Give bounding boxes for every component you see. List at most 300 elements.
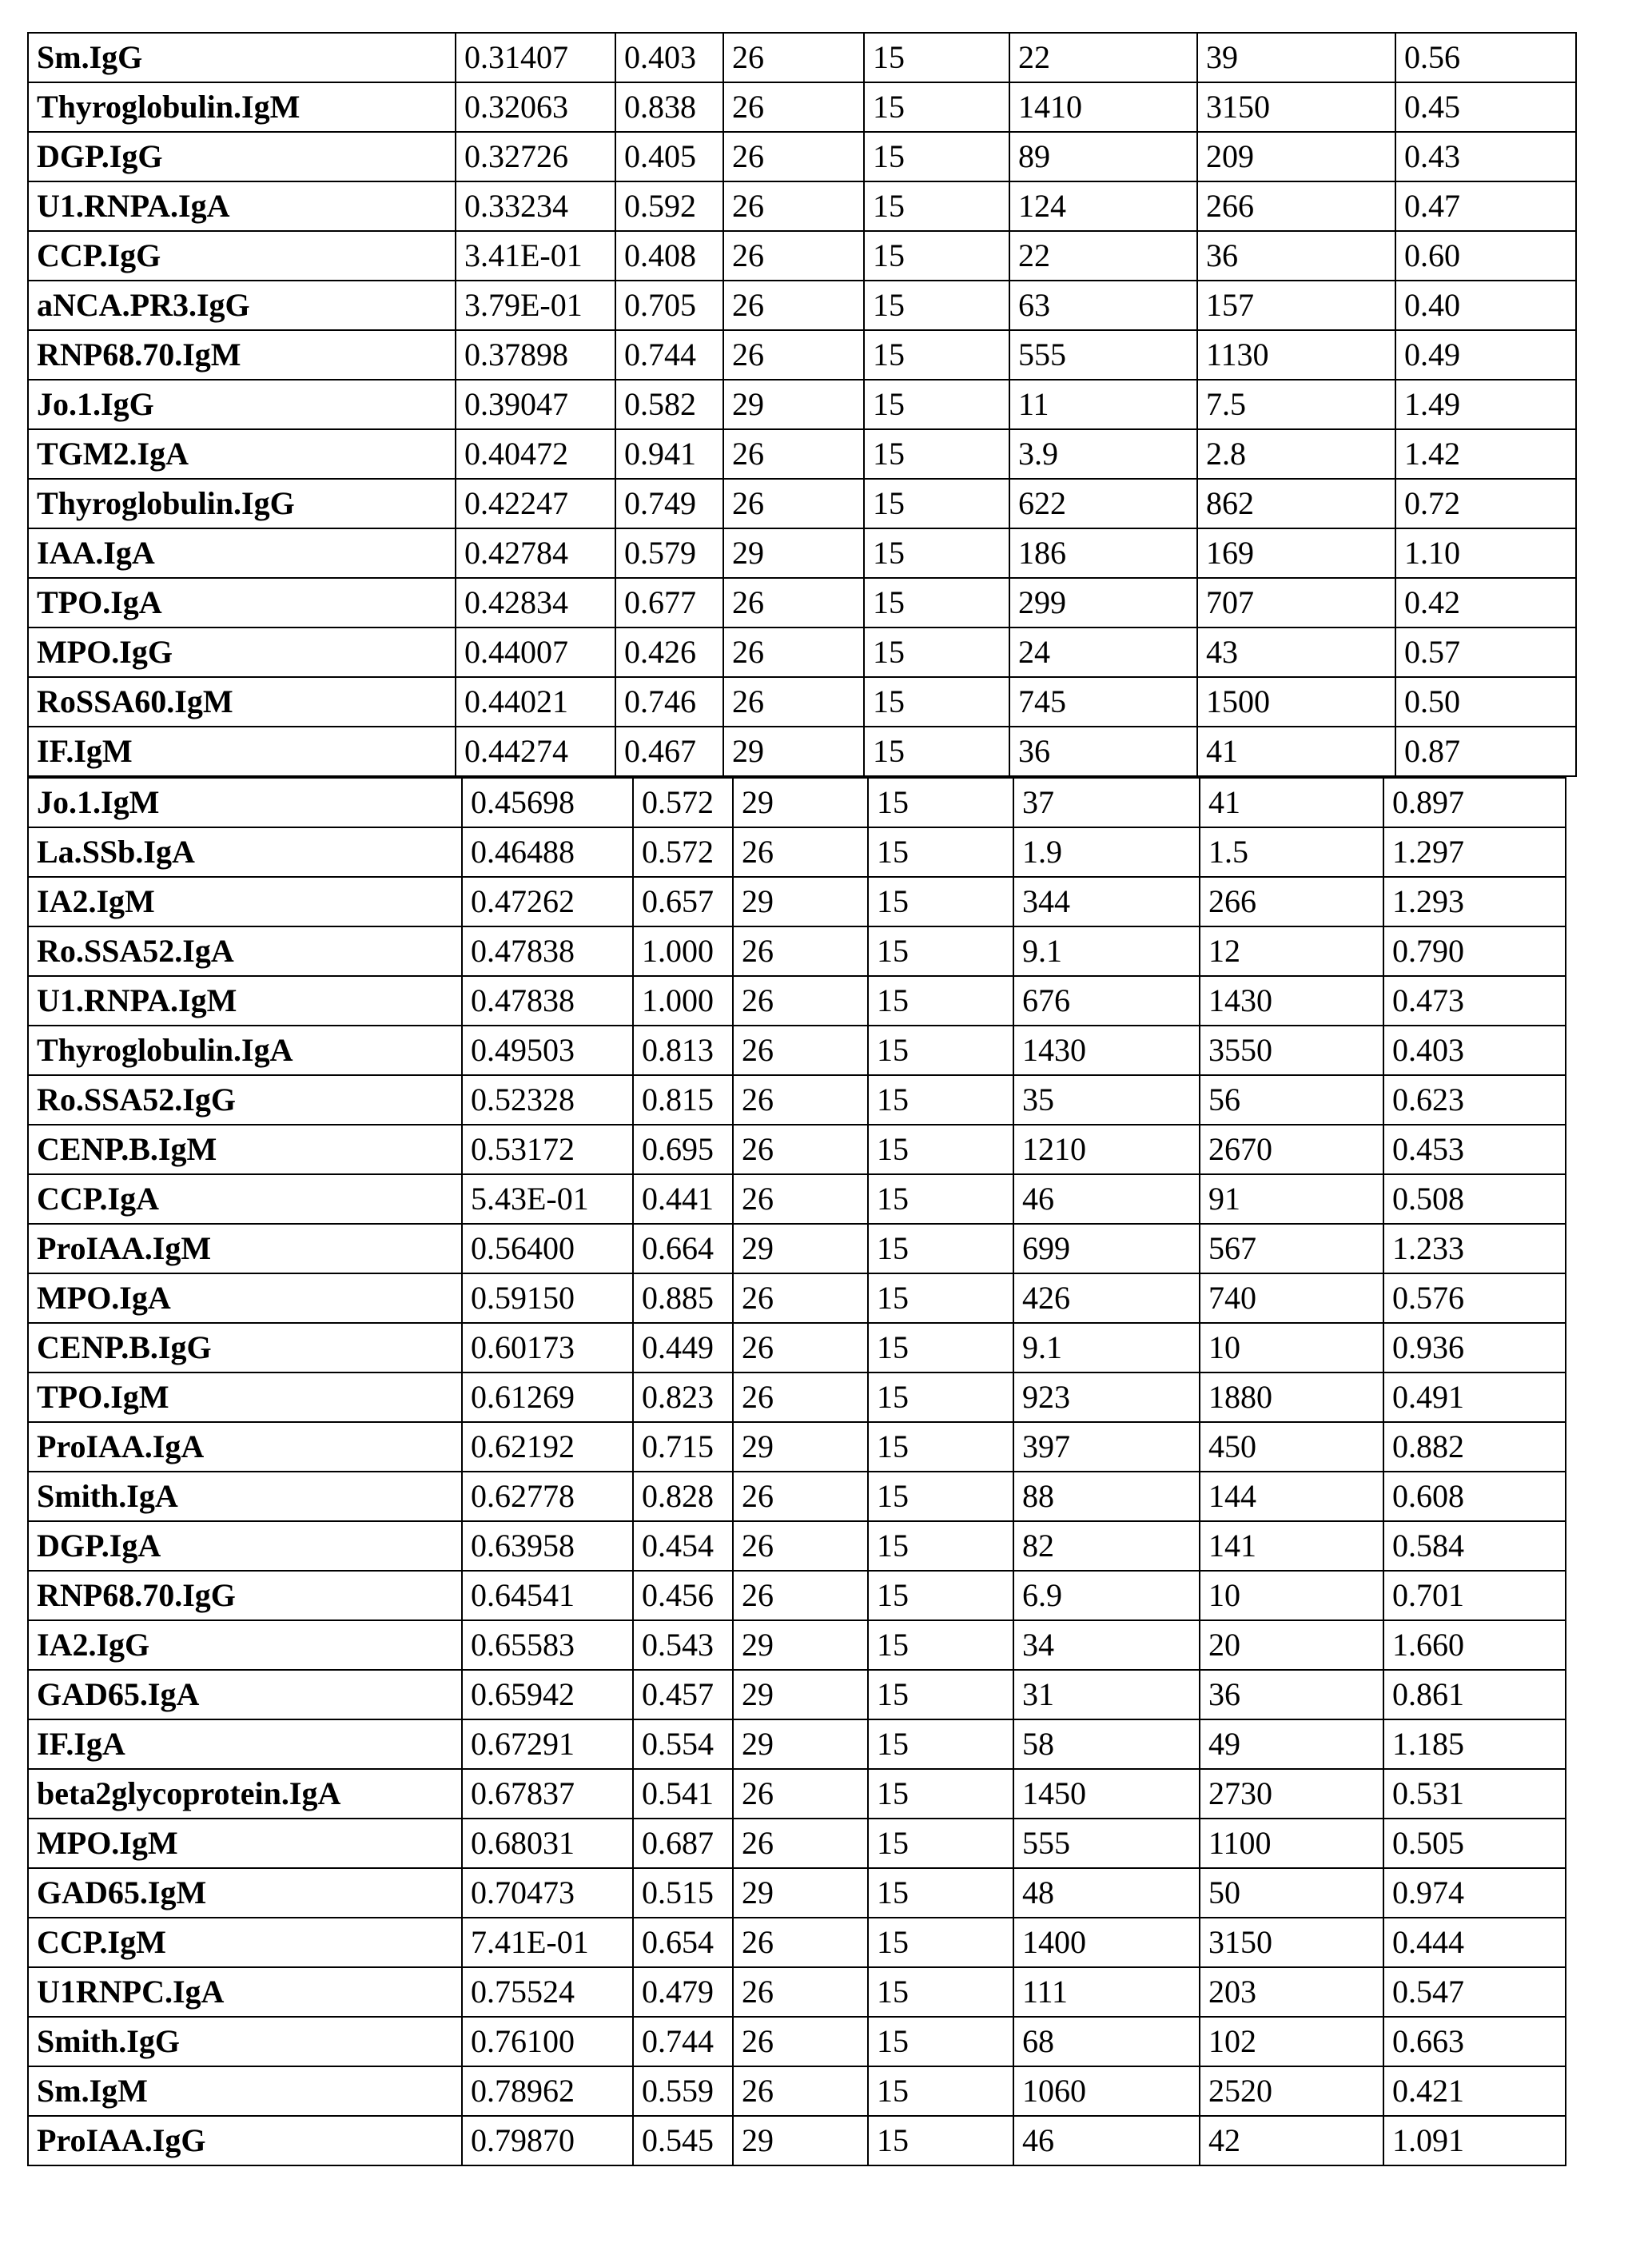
value-cell: 15 — [868, 1323, 1013, 1372]
value-cell: 0.33234 — [456, 181, 615, 231]
value-cell: 157 — [1197, 281, 1395, 330]
value-cell: 144 — [1200, 1472, 1383, 1521]
table-row — [28, 33, 1576, 82]
value-cell: 15 — [868, 877, 1013, 926]
value-cell: 24 — [1009, 627, 1197, 677]
value-cell: 9.1 — [1013, 926, 1200, 976]
value-cell: 0.44021 — [456, 677, 615, 727]
analyte-name-cell: CCP.IgM — [28, 1918, 462, 1967]
value-cell: 29 — [733, 1719, 868, 1769]
value-cell: 0.47838 — [462, 976, 633, 1026]
table-row — [28, 827, 1566, 877]
value-cell: 15 — [864, 231, 1009, 281]
value-cell: 29 — [723, 528, 864, 578]
value-cell: 15 — [864, 181, 1009, 231]
value-cell: 555 — [1013, 1819, 1200, 1868]
analyte-name-cell: RNP68.70.IgM — [28, 330, 456, 380]
value-cell: 26 — [733, 1323, 868, 1372]
table-row — [28, 578, 1576, 627]
value-cell: 15 — [864, 528, 1009, 578]
value-cell: 3.79E-01 — [456, 281, 615, 330]
value-cell: 91 — [1200, 1174, 1383, 1224]
value-cell: 0.467 — [615, 727, 723, 776]
value-cell: 0.32063 — [456, 82, 615, 132]
analyte-name-cell: IAA.IgA — [28, 528, 456, 578]
upper-results-table — [27, 32, 1577, 777]
table-row — [28, 1273, 1566, 1323]
value-cell: 266 — [1200, 877, 1383, 926]
value-cell: 0.50 — [1395, 677, 1576, 727]
value-cell: 2520 — [1200, 2066, 1383, 2116]
value-cell: 15 — [868, 1125, 1013, 1174]
value-cell: 0.531 — [1383, 1769, 1566, 1819]
value-cell: 0.441 — [633, 1174, 733, 1224]
analyte-name-cell: U1.RNPA.IgM — [28, 976, 462, 1026]
table-row — [28, 1224, 1566, 1273]
analyte-name-cell: MPO.IgG — [28, 627, 456, 677]
value-cell: 26 — [733, 1472, 868, 1521]
value-cell: 0.749 — [615, 479, 723, 528]
value-cell: 111 — [1013, 1967, 1200, 2017]
value-cell: 1.091 — [1383, 2116, 1566, 2165]
analyte-name-cell: IF.IgM — [28, 727, 456, 776]
value-cell: 35 — [1013, 1075, 1200, 1125]
analyte-name-cell: beta2glycoprotein.IgA — [28, 1769, 462, 1819]
value-cell: 203 — [1200, 1967, 1383, 2017]
value-cell: 0.657 — [633, 877, 733, 926]
table-row — [28, 727, 1576, 776]
value-cell: 0.47838 — [462, 926, 633, 976]
value-cell: 15 — [868, 1868, 1013, 1918]
value-cell: 15 — [868, 827, 1013, 877]
value-cell: 15 — [868, 2066, 1013, 2116]
value-cell: 50 — [1200, 1868, 1383, 1918]
table-row — [28, 976, 1566, 1026]
value-cell: 0.42834 — [456, 578, 615, 627]
value-cell: 0.687 — [633, 1819, 733, 1868]
value-cell: 0.654 — [633, 1918, 733, 1967]
value-cell: 12 — [1200, 926, 1383, 976]
value-cell: 1400 — [1013, 1918, 1200, 1967]
value-cell: 450 — [1200, 1422, 1383, 1472]
value-cell: 15 — [864, 677, 1009, 727]
analyte-name-cell: CCP.IgA — [28, 1174, 462, 1224]
value-cell: 26 — [733, 1918, 868, 1967]
value-cell: 3150 — [1197, 82, 1395, 132]
value-cell: 2.8 — [1197, 429, 1395, 479]
value-cell: 1.49 — [1395, 380, 1576, 429]
value-cell: 2730 — [1200, 1769, 1383, 1819]
value-cell: 29 — [733, 2116, 868, 2165]
value-cell: 29 — [733, 1422, 868, 1472]
value-cell: 36 — [1009, 727, 1197, 776]
value-cell: 397 — [1013, 1422, 1200, 1472]
value-cell: 0.473 — [1383, 976, 1566, 1026]
value-cell: 0.67837 — [462, 1769, 633, 1819]
value-cell: 46 — [1013, 1174, 1200, 1224]
value-cell: 26 — [733, 976, 868, 1026]
analyte-name-cell: ProIAA.IgG — [28, 2116, 462, 2165]
value-cell: 1.293 — [1383, 877, 1566, 926]
value-cell: 0.40472 — [456, 429, 615, 479]
value-cell: 0.815 — [633, 1075, 733, 1125]
table-row — [28, 380, 1576, 429]
value-cell: 0.547 — [1383, 1967, 1566, 2017]
value-cell: 0.897 — [1383, 778, 1566, 827]
value-cell: 567 — [1200, 1224, 1383, 1273]
analyte-name-cell: RNP68.70.IgG — [28, 1571, 462, 1620]
value-cell: 7.5 — [1197, 380, 1395, 429]
analyte-name-cell: Jo.1.IgG — [28, 380, 456, 429]
value-cell: 0.40 — [1395, 281, 1576, 330]
value-cell: 0.65942 — [462, 1670, 633, 1719]
table-row — [28, 1422, 1566, 1472]
value-cell: 26 — [723, 281, 864, 330]
value-cell: 26 — [733, 1521, 868, 1571]
value-cell: 46 — [1013, 2116, 1200, 2165]
value-cell: 0.491 — [1383, 1372, 1566, 1422]
value-cell: 20 — [1200, 1620, 1383, 1670]
value-cell: 1.660 — [1383, 1620, 1566, 1670]
table-row — [28, 1719, 1566, 1769]
value-cell: 89 — [1009, 132, 1197, 181]
value-cell: 0.421 — [1383, 2066, 1566, 2116]
value-cell: 26 — [733, 926, 868, 976]
value-cell: 26 — [733, 1174, 868, 1224]
value-cell: 29 — [733, 1224, 868, 1273]
value-cell: 0.444 — [1383, 1918, 1566, 1967]
value-cell: 3.41E-01 — [456, 231, 615, 281]
value-cell: 29 — [723, 380, 864, 429]
table-row — [28, 1769, 1566, 1819]
value-cell: 0.828 — [633, 1472, 733, 1521]
table-row — [28, 1819, 1566, 1868]
table-row — [28, 479, 1576, 528]
value-cell: 15 — [868, 1918, 1013, 1967]
value-cell: 15 — [868, 1224, 1013, 1273]
value-cell: 15 — [868, 1819, 1013, 1868]
value-cell: 186 — [1009, 528, 1197, 578]
table-row — [28, 1670, 1566, 1719]
value-cell: 15 — [868, 1422, 1013, 1472]
value-cell: 15 — [868, 2017, 1013, 2066]
table-row — [28, 926, 1566, 976]
table-row — [28, 2017, 1566, 2066]
value-cell: 15 — [868, 1719, 1013, 1769]
analyte-name-cell: TGM2.IgA — [28, 429, 456, 479]
value-cell: 0.508 — [1383, 1174, 1566, 1224]
value-cell: 0.44007 — [456, 627, 615, 677]
value-cell: 37 — [1013, 778, 1200, 827]
value-cell: 1.42 — [1395, 429, 1576, 479]
value-cell: 209 — [1197, 132, 1395, 181]
value-cell: 862 — [1197, 479, 1395, 528]
value-cell: 1880 — [1200, 1372, 1383, 1422]
value-cell: 0.42 — [1395, 578, 1576, 627]
analyte-name-cell: Sm.IgM — [28, 2066, 462, 2116]
value-cell: 1.9 — [1013, 827, 1200, 877]
value-cell: 15 — [864, 727, 1009, 776]
table-row — [28, 528, 1576, 578]
value-cell: 0.885 — [633, 1273, 733, 1323]
analyte-name-cell: MPO.IgM — [28, 1819, 462, 1868]
value-cell: 0.45 — [1395, 82, 1576, 132]
table-row — [28, 429, 1576, 479]
value-cell: 63 — [1009, 281, 1197, 330]
table-row — [28, 181, 1576, 231]
value-cell: 0.60 — [1395, 231, 1576, 281]
value-cell: 15 — [868, 2116, 1013, 2165]
value-cell: 0.63958 — [462, 1521, 633, 1571]
value-cell: 2670 — [1200, 1125, 1383, 1174]
value-cell: 0.554 — [633, 1719, 733, 1769]
value-cell: 15 — [868, 926, 1013, 976]
value-cell: 923 — [1013, 1372, 1200, 1422]
value-cell: 26 — [723, 479, 864, 528]
value-cell: 15 — [868, 1967, 1013, 2017]
value-cell: 15 — [864, 33, 1009, 82]
value-cell: 0.572 — [633, 778, 733, 827]
value-cell: 555 — [1009, 330, 1197, 380]
value-cell: 0.70473 — [462, 1868, 633, 1918]
value-cell: 0.449 — [633, 1323, 733, 1372]
value-cell: 26 — [723, 429, 864, 479]
analyte-name-cell: CENP.B.IgG — [28, 1323, 462, 1372]
value-cell: 0.543 — [633, 1620, 733, 1670]
value-cell: 0.456 — [633, 1571, 733, 1620]
analyte-name-cell: Smith.IgA — [28, 1472, 462, 1521]
value-cell: 26 — [733, 1372, 868, 1422]
value-cell: 36 — [1200, 1670, 1383, 1719]
analyte-name-cell: Ro.SSA52.IgA — [28, 926, 462, 976]
value-cell: 0.813 — [633, 1026, 733, 1075]
analyte-name-cell: U1RNPC.IgA — [28, 1967, 462, 2017]
value-cell: 36 — [1197, 231, 1395, 281]
value-cell: 48 — [1013, 1868, 1200, 1918]
value-cell: 0.882 — [1383, 1422, 1566, 1472]
table-row — [28, 1075, 1566, 1125]
value-cell: 0.32726 — [456, 132, 615, 181]
value-cell: 0.60173 — [462, 1323, 633, 1372]
analyte-name-cell: U1.RNPA.IgA — [28, 181, 456, 231]
value-cell: 0.677 — [615, 578, 723, 627]
value-cell: 0.403 — [1383, 1026, 1566, 1075]
value-cell: 15 — [868, 1571, 1013, 1620]
value-cell: 0.44274 — [456, 727, 615, 776]
value-cell: 15 — [864, 429, 1009, 479]
value-cell: 0.408 — [615, 231, 723, 281]
value-cell: 82 — [1013, 1521, 1200, 1571]
value-cell: 26 — [723, 231, 864, 281]
table-row — [28, 1918, 1566, 1967]
value-cell: 0.746 — [615, 677, 723, 727]
analyte-name-cell: Jo.1.IgM — [28, 778, 462, 827]
value-cell: 0.592 — [615, 181, 723, 231]
value-cell: 15 — [864, 627, 1009, 677]
value-cell: 0.57 — [1395, 627, 1576, 677]
value-cell: 0.941 — [615, 429, 723, 479]
value-cell: 0.87 — [1395, 727, 1576, 776]
value-cell: 0.701 — [1383, 1571, 1566, 1620]
value-cell: 1.185 — [1383, 1719, 1566, 1769]
value-cell: 707 — [1197, 578, 1395, 627]
value-cell: 1.10 — [1395, 528, 1576, 578]
value-cell: 0.479 — [633, 1967, 733, 2017]
value-cell: 1210 — [1013, 1125, 1200, 1174]
table-row — [28, 1571, 1566, 1620]
analyte-name-cell: Thyroglobulin.IgA — [28, 1026, 462, 1075]
value-cell: 0.861 — [1383, 1670, 1566, 1719]
value-cell: 0.695 — [633, 1125, 733, 1174]
value-cell: 15 — [864, 132, 1009, 181]
value-cell: 0.43 — [1395, 132, 1576, 181]
value-cell: 3550 — [1200, 1026, 1383, 1075]
value-cell: 1.000 — [633, 976, 733, 1026]
table-row — [28, 330, 1576, 380]
value-cell: 1500 — [1197, 677, 1395, 727]
value-cell: 29 — [733, 1868, 868, 1918]
value-cell: 3150 — [1200, 1918, 1383, 1967]
value-cell: 49 — [1200, 1719, 1383, 1769]
table-row — [28, 627, 1576, 677]
value-cell: 26 — [723, 82, 864, 132]
table-row — [28, 1125, 1566, 1174]
value-cell: 56 — [1200, 1075, 1383, 1125]
value-cell: 26 — [723, 33, 864, 82]
value-cell: 0.76100 — [462, 2017, 633, 2066]
value-cell: 0.744 — [633, 2017, 733, 2066]
value-cell: 344 — [1013, 877, 1200, 926]
value-cell: 0.405 — [615, 132, 723, 181]
analyte-name-cell: GAD65.IgM — [28, 1868, 462, 1918]
value-cell: 26 — [733, 1273, 868, 1323]
value-cell: 0.52328 — [462, 1075, 633, 1125]
value-cell: 0.663 — [1383, 2017, 1566, 2066]
value-cell: 26 — [733, 1026, 868, 1075]
lower-results-table — [27, 777, 1566, 2166]
value-cell: 0.68031 — [462, 1819, 633, 1868]
value-cell: 0.53172 — [462, 1125, 633, 1174]
value-cell: 10 — [1200, 1323, 1383, 1372]
value-cell: 1.5 — [1200, 827, 1383, 877]
value-cell: 745 — [1009, 677, 1197, 727]
analyte-name-cell: IF.IgA — [28, 1719, 462, 1769]
value-cell: 0.62778 — [462, 1472, 633, 1521]
value-cell: 1430 — [1013, 1026, 1200, 1075]
value-cell: 0.576 — [1383, 1273, 1566, 1323]
value-cell: 26 — [733, 1125, 868, 1174]
table-row — [28, 1620, 1566, 1670]
value-cell: 699 — [1013, 1224, 1200, 1273]
analyte-name-cell: CCP.IgG — [28, 231, 456, 281]
value-cell: 0.56400 — [462, 1224, 633, 1273]
value-cell: 26 — [723, 578, 864, 627]
value-cell: 0.505 — [1383, 1819, 1566, 1868]
table-row — [28, 132, 1576, 181]
value-cell: 0.454 — [633, 1521, 733, 1571]
value-cell: 102 — [1200, 2017, 1383, 2066]
value-cell: 0.664 — [633, 1224, 733, 1273]
value-cell: 58 — [1013, 1719, 1200, 1769]
value-cell: 0.78962 — [462, 2066, 633, 2116]
table-row — [28, 2066, 1566, 2116]
value-cell: 0.46488 — [462, 827, 633, 877]
value-cell: 0.838 — [615, 82, 723, 132]
value-cell: 0.623 — [1383, 1075, 1566, 1125]
value-cell: 9.1 — [1013, 1323, 1200, 1372]
value-cell: 15 — [864, 380, 1009, 429]
value-cell: 68 — [1013, 2017, 1200, 2066]
value-cell: 10 — [1200, 1571, 1383, 1620]
analyte-name-cell: Thyroglobulin.IgM — [28, 82, 456, 132]
value-cell: 0.31407 — [456, 33, 615, 82]
value-cell: 0.75524 — [462, 1967, 633, 2017]
value-cell: 15 — [868, 1075, 1013, 1125]
value-cell: 676 — [1013, 976, 1200, 1026]
analyte-name-cell: MPO.IgA — [28, 1273, 462, 1323]
value-cell: 1410 — [1009, 82, 1197, 132]
value-cell: 0.59150 — [462, 1273, 633, 1323]
analyte-name-cell: IA2.IgM — [28, 877, 462, 926]
value-cell: 1060 — [1013, 2066, 1200, 2116]
value-cell: 0.579 — [615, 528, 723, 578]
analyte-name-cell: aNCA.PR3.IgG — [28, 281, 456, 330]
value-cell: 0.744 — [615, 330, 723, 380]
value-cell: 26 — [733, 2066, 868, 2116]
value-cell: 29 — [733, 778, 868, 827]
value-cell: 11 — [1009, 380, 1197, 429]
value-cell: 43 — [1197, 627, 1395, 677]
value-cell: 26 — [733, 1819, 868, 1868]
value-cell: 26 — [723, 330, 864, 380]
table-row — [28, 281, 1576, 330]
value-cell: 26 — [733, 1769, 868, 1819]
value-cell: 15 — [868, 1273, 1013, 1323]
analyte-name-cell: TPO.IgM — [28, 1372, 462, 1422]
value-cell: 1430 — [1200, 976, 1383, 1026]
table-row — [28, 1472, 1566, 1521]
value-cell: 0.67291 — [462, 1719, 633, 1769]
value-cell: 31 — [1013, 1670, 1200, 1719]
value-cell: 426 — [1013, 1273, 1200, 1323]
value-cell: 1.233 — [1383, 1224, 1566, 1273]
value-cell: 124 — [1009, 181, 1197, 231]
value-cell: 169 — [1197, 528, 1395, 578]
table-row — [28, 1967, 1566, 2017]
value-cell: 26 — [733, 1075, 868, 1125]
value-cell: 0.541 — [633, 1769, 733, 1819]
analyte-name-cell: TPO.IgA — [28, 578, 456, 627]
value-cell: 15 — [868, 1026, 1013, 1075]
table-row — [28, 1521, 1566, 1571]
value-cell: 0.608 — [1383, 1472, 1566, 1521]
table-row — [28, 231, 1576, 281]
value-cell: 15 — [864, 281, 1009, 330]
value-cell: 34 — [1013, 1620, 1200, 1670]
value-cell: 0.79870 — [462, 2116, 633, 2165]
value-cell: 0.49503 — [462, 1026, 633, 1075]
value-cell: 26 — [733, 827, 868, 877]
value-cell: 266 — [1197, 181, 1395, 231]
analyte-name-cell: GAD65.IgA — [28, 1670, 462, 1719]
value-cell: 22 — [1009, 231, 1197, 281]
value-cell: 29 — [733, 877, 868, 926]
value-cell: 15 — [864, 82, 1009, 132]
value-cell: 0.49 — [1395, 330, 1576, 380]
value-cell: 0.37898 — [456, 330, 615, 380]
value-cell: 0.453 — [1383, 1125, 1566, 1174]
value-cell: 15 — [868, 1769, 1013, 1819]
